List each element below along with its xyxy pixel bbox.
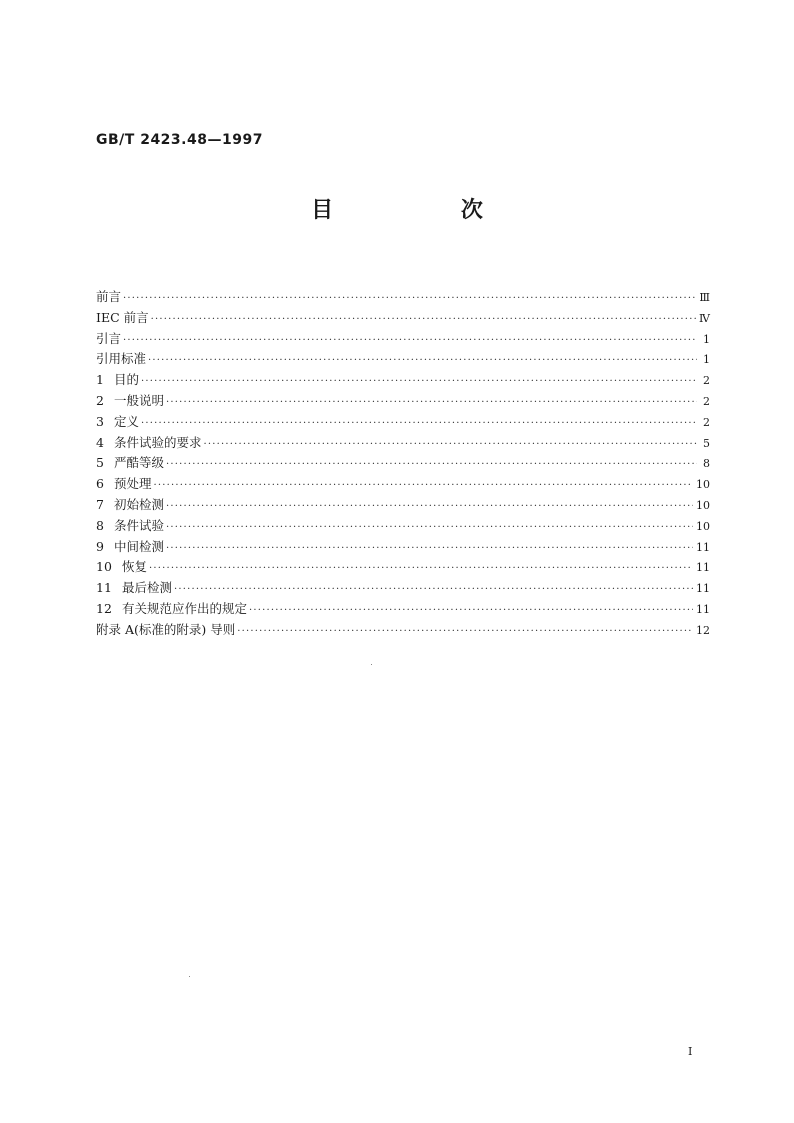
toc-entry-normative-references[interactable] — [96, 349, 710, 370]
toc-entry-text: 有关规范应作出的规定 — [122, 600, 248, 616]
toc-entry-label: 前言 — [96, 289, 122, 304]
toc-entry-label — [96, 474, 154, 492]
toc-entry-number: 7 — [96, 496, 104, 512]
toc-entry-11[interactable] — [96, 578, 710, 599]
toc-leader-dots — [148, 355, 697, 366]
page-number: I — [688, 1045, 693, 1058]
toc-page-number: 11 — [696, 540, 710, 554]
scan-speck — [371, 664, 372, 665]
toc-entry-annex-a[interactable] — [96, 620, 710, 641]
toc-entry-iec-foreword[interactable] — [96, 308, 710, 329]
toc-page-number: 2 — [703, 394, 710, 408]
toc-entry-text: 目的 — [114, 372, 140, 388]
toc-leader-dots — [166, 501, 693, 512]
toc-entry-foreword[interactable] — [96, 287, 710, 308]
toc-entry-6[interactable] — [96, 474, 710, 495]
toc-page-number: 1 — [703, 353, 710, 367]
toc-page-number: 11 — [696, 602, 710, 616]
toc-entry-7[interactable] — [96, 495, 710, 516]
toc-entry-label: 引用标准 — [96, 351, 147, 367]
toc-entry-number: 9 — [96, 538, 104, 554]
toc-entry-number: 11 — [96, 580, 112, 596]
toc-entry-4[interactable] — [96, 433, 710, 454]
toc-leader-dots — [151, 314, 696, 325]
toc-entry-number: 4 — [96, 434, 104, 450]
toc-entry-number: 6 — [96, 476, 104, 492]
toc-entry-number: 3 — [96, 413, 104, 429]
toc-entry-label — [96, 516, 166, 534]
toc-entry-2[interactable] — [96, 391, 710, 412]
toc-entry-label — [96, 453, 166, 471]
toc-leader-dots — [204, 439, 697, 450]
toc-leader-dots — [166, 522, 693, 533]
toc-entry-9[interactable] — [96, 537, 710, 558]
toc-page-number: Ⅲ — [699, 291, 710, 304]
toc-leader-dots — [166, 543, 693, 554]
toc-entry-text: 一般说明 — [114, 392, 165, 408]
toc-page-number: 11 — [696, 561, 710, 575]
toc-entry-5[interactable] — [96, 453, 710, 474]
toc-entry-number: 5 — [96, 455, 104, 471]
toc-entry-number: 12 — [96, 600, 112, 616]
toc-entry-label — [96, 391, 166, 409]
toc-entry-label — [96, 370, 141, 388]
toc-page-number: 12 — [696, 623, 710, 637]
toc-page-number: 10 — [696, 519, 710, 533]
toc-entry-label — [96, 495, 166, 513]
toc-entry-label — [96, 537, 166, 555]
toc-page-number: 5 — [703, 436, 710, 450]
toc-entry-text: 定义 — [114, 413, 140, 429]
toc-leader-dots — [166, 459, 697, 470]
toc-entry-number: 10 — [96, 559, 112, 575]
scan-speck — [189, 976, 190, 977]
toc-entry-text: 预处理 — [114, 476, 152, 492]
toc-list — [96, 287, 710, 641]
standard-code: GB/T 2423.48—1997 — [96, 132, 263, 148]
toc-page-number: Ⅳ — [699, 311, 710, 325]
toc-entry-label: IEC 前言 — [96, 309, 149, 325]
toc-entry-number: 2 — [96, 392, 104, 408]
toc-page-number: 8 — [703, 457, 710, 471]
toc-entry-8[interactable] — [96, 516, 710, 537]
toc-entry-text: 条件试验 — [114, 517, 165, 533]
toc-entry-text: 条件试验的要求 — [114, 434, 202, 450]
toc-page-number: 10 — [696, 498, 710, 512]
toc-leader-dots — [141, 376, 697, 387]
toc-entry-1[interactable] — [96, 370, 710, 391]
toc-entry-label: 附录 A(标准的附录) 导则 — [96, 621, 236, 637]
toc-entry-3[interactable] — [96, 412, 710, 433]
toc-page-number: 10 — [696, 478, 710, 492]
toc-entry-text: 恢复 — [122, 559, 148, 575]
toc-entry-introduction[interactable] — [96, 329, 710, 350]
toc-entry-label — [96, 433, 204, 451]
toc-entry-10[interactable] — [96, 557, 710, 578]
toc-leader-dots — [154, 480, 693, 491]
toc-leader-dots — [237, 626, 693, 637]
toc-entry-text: 最后检测 — [122, 580, 173, 596]
toc-entry-text: 初始检测 — [114, 496, 165, 512]
toc-leader-dots — [141, 418, 697, 429]
toc-entry-label: 引言 — [96, 330, 122, 346]
toc-leader-dots — [149, 563, 693, 574]
toc-entry-label — [96, 578, 174, 596]
toc-leader-dots — [166, 397, 697, 408]
toc-entry-text: 中间检测 — [114, 538, 165, 554]
toc-entry-12[interactable] — [96, 599, 710, 620]
toc-entry-number: 8 — [96, 517, 104, 533]
toc-entry-text: 严酷等级 — [114, 455, 165, 471]
toc-title: 目 次 — [311, 198, 543, 223]
toc-page-number: 11 — [696, 582, 710, 596]
toc-page-number: 2 — [703, 415, 710, 429]
toc-leader-dots — [123, 335, 697, 346]
toc-leader-dots — [174, 584, 693, 595]
toc-entry-label — [96, 557, 149, 575]
toc-page-number: 2 — [703, 374, 710, 388]
toc-leader-dots — [249, 605, 693, 616]
toc-entry-label — [96, 412, 141, 430]
toc-entry-label — [96, 599, 249, 617]
toc-page-number: 1 — [703, 332, 710, 346]
toc-leader-dots — [123, 293, 696, 304]
toc-entry-number: 1 — [96, 372, 104, 388]
